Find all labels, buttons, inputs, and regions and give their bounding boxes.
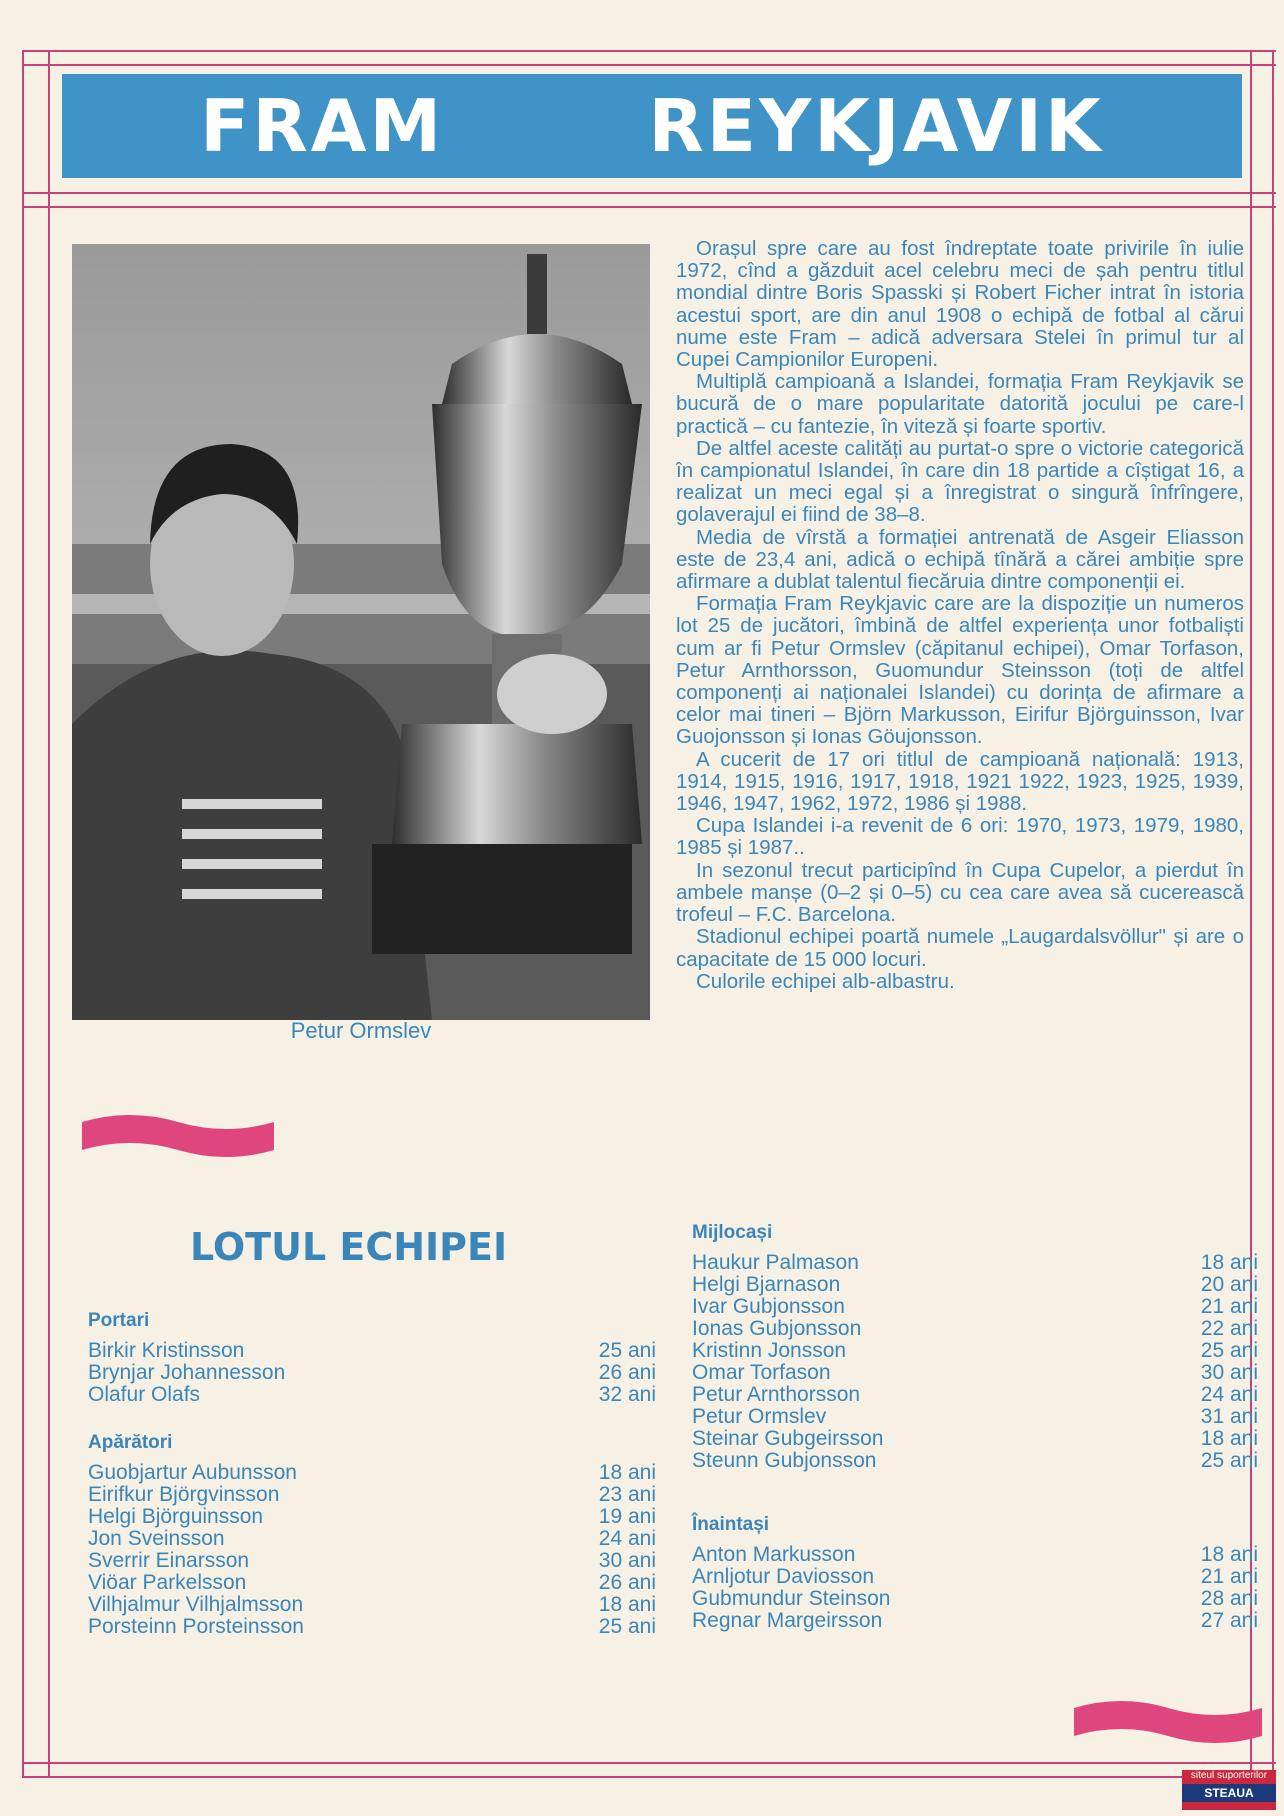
player-age: 26 ani bbox=[598, 1361, 656, 1384]
player-name: Anton Markusson bbox=[692, 1543, 856, 1566]
midfielders-group bbox=[692, 1222, 1258, 1472]
wave-ornament-left bbox=[82, 1114, 274, 1158]
frame-left-outer bbox=[22, 50, 24, 1778]
forwards-group bbox=[692, 1514, 1258, 1632]
frame-top-inner bbox=[22, 64, 1276, 66]
player-row bbox=[88, 1362, 656, 1384]
player-row bbox=[692, 1340, 1258, 1362]
frame-under-banner bbox=[22, 192, 1276, 194]
player-age: 24 ani bbox=[598, 1527, 656, 1550]
article-paragraph: Formația Fram Reykjavic care are la dispoziție un numeros lot 25 de jucători, îmbină de altfel experiența unor fotbaliști cum ar fi Petur Ormslev (căpitanul echipei), Omar Torfason, Petur Arnthorsson, Guomundur Steinsson (toți de altfel componenți ai naționalei Islandei) cu dorința de afirmare a celor mai tineri – Björn Markusson, Eirifur Björguinsson, Ivar Guojonsson și Ionas Göujonsson. bbox=[676, 592, 1244, 749]
player-row bbox=[88, 1616, 656, 1638]
player-name: Ivar Gubjonsson bbox=[692, 1295, 845, 1318]
player-age: 26 ani bbox=[598, 1571, 656, 1594]
player-name: Petur Arnthorsson bbox=[692, 1383, 861, 1406]
photo-caption: Petur Ormslev bbox=[290, 1018, 432, 1043]
player-age: 23 ani bbox=[598, 1483, 656, 1506]
player-row bbox=[88, 1384, 656, 1406]
player-age: 20 ani bbox=[1200, 1273, 1258, 1296]
player-name: Olafur Olafs bbox=[88, 1383, 201, 1406]
player-name: Jon Sveinsson bbox=[88, 1527, 225, 1550]
player-row bbox=[88, 1484, 656, 1506]
frame-left-inner bbox=[48, 50, 50, 1778]
article-paragraph: A cucerit de 17 ori titlul de campioană națională: 1913, 1914, 1915, 1916, 1917, 1918, 1921 1922, 1923, 1925, 1939, 1946, 1947, 1962, 1972, 1986 și 1988. bbox=[676, 747, 1244, 816]
roster-title: LOTUL ECHIPEI bbox=[190, 1225, 508, 1269]
player-age: 18 ani bbox=[1200, 1251, 1258, 1274]
player-name: Eirifkur Björgvinsson bbox=[88, 1483, 280, 1506]
player-row bbox=[692, 1588, 1258, 1610]
article-paragraph: De altfel aceste calități au purtat-o spre o victorie categorică în campionatul Islandei, în care din 18 partide a cîștigat 16, a realizat un meci egal și a înregistrat o singură înfrîngere, golaverajul ei fiind de 38–8. bbox=[676, 436, 1244, 527]
player-name: Brynjar Johannesson bbox=[88, 1361, 286, 1384]
player-name: Viöar Parkelsson bbox=[88, 1571, 247, 1594]
frame-right-outer bbox=[1272, 50, 1274, 1778]
player-age: 21 ani bbox=[1200, 1295, 1258, 1318]
article-body bbox=[676, 238, 1244, 993]
player-row bbox=[88, 1528, 656, 1550]
player-age: 32 ani bbox=[598, 1383, 656, 1406]
player-name: Steinar Gubgeirsson bbox=[692, 1427, 884, 1450]
photo-illustration bbox=[72, 244, 650, 1020]
player-row bbox=[88, 1550, 656, 1572]
frame-top-outer bbox=[22, 50, 1276, 52]
player-age: 24 ani bbox=[1200, 1383, 1258, 1406]
player-name: Petur Ormslev bbox=[692, 1405, 827, 1428]
page-title: FRAM REYKJAVIK bbox=[200, 84, 1104, 168]
player-row bbox=[692, 1566, 1258, 1588]
player-age: 21 ani bbox=[1200, 1565, 1258, 1588]
player-row bbox=[692, 1450, 1258, 1472]
player-row bbox=[692, 1318, 1258, 1340]
player-row bbox=[692, 1296, 1258, 1318]
player-age: 27 ani bbox=[1200, 1609, 1258, 1632]
team-captain-photo bbox=[72, 244, 650, 1020]
wave-ornament-right bbox=[1074, 1700, 1262, 1744]
player-row bbox=[692, 1406, 1258, 1428]
player-age: 25 ani bbox=[598, 1339, 656, 1362]
article-paragraph: In sezonul trecut participînd în Cupa Cupelor, a pierdut în ambele manșe (0–2 și 0–5) cu cea care avea să cucerească trofeul – F.C. Barcelona. bbox=[676, 858, 1244, 927]
player-row bbox=[692, 1274, 1258, 1296]
group-title: Portari bbox=[88, 1310, 150, 1331]
player-name: Helgi Björguinsson bbox=[88, 1505, 264, 1528]
article-paragraph: Stadionul echipei poartă numele „Laugardalsvöllur" și are o capacitate de 15 000 locuri. bbox=[676, 925, 1244, 971]
player-row bbox=[692, 1252, 1258, 1274]
article-paragraph: Multiplă campioană a Islandei, formația Fram Reykjavik se bucură de o mare popularitate datorită jocului pe care-l practică – cu fantezie, în viteză și foarte sportiv. bbox=[676, 370, 1244, 438]
frame-under-banner-2 bbox=[22, 206, 1276, 208]
player-age: 28 ani bbox=[1200, 1587, 1258, 1610]
player-name: Guobjartur Aubunsson bbox=[88, 1461, 297, 1484]
player-name: Vilhjalmur Vilhjalmsson bbox=[88, 1593, 304, 1616]
player-age: 19 ani bbox=[598, 1505, 656, 1528]
article-paragraph: Orașul spre care au fost îndreptate toate privirile în iulie 1972, cînd a găzduit acel celebru meci de șah pentru titlul mondial dintre Boris Spasski și Robert Ficher intrat în istoria acestui sport, are din anul 1908 o echipă de fotbal al cărui nume este Fram – adică adversara Stelei în primul tur al Cupei Campionilor Europeni. bbox=[676, 237, 1244, 372]
player-row bbox=[692, 1544, 1258, 1566]
player-name: Kristinn Jonsson bbox=[692, 1339, 847, 1362]
group-title: Înaintași bbox=[692, 1514, 770, 1535]
player-row bbox=[88, 1506, 656, 1528]
group-title: Mijlocași bbox=[692, 1222, 773, 1243]
player-row bbox=[88, 1572, 656, 1594]
player-name: Helgi Bjarnason bbox=[692, 1273, 841, 1296]
player-name: Regnar Margeirsson bbox=[692, 1609, 883, 1632]
player-age: 25 ani bbox=[598, 1615, 656, 1638]
player-name: Sverrir Einarsson bbox=[88, 1549, 250, 1572]
defenders-group bbox=[88, 1432, 656, 1638]
player-name: Steunn Gubjonsson bbox=[692, 1449, 877, 1472]
watermark-line: siteul suporterilor bbox=[1190, 1770, 1268, 1781]
player-name: Haukur Palmason bbox=[692, 1251, 859, 1274]
player-age: 18 ani bbox=[598, 1593, 656, 1616]
player-age: 18 ani bbox=[1200, 1427, 1258, 1450]
player-name: Ionas Gubjonsson bbox=[692, 1317, 862, 1340]
goalkeepers-group bbox=[88, 1310, 656, 1406]
title-banner bbox=[62, 74, 1242, 178]
player-age: 31 ani bbox=[1200, 1405, 1258, 1428]
player-row bbox=[692, 1362, 1258, 1384]
player-name: Birkir Kristinsson bbox=[88, 1339, 245, 1362]
player-age: 30 ani bbox=[598, 1549, 656, 1572]
player-row bbox=[692, 1384, 1258, 1406]
player-age: 25 ani bbox=[1200, 1449, 1258, 1472]
frame-bottom-outer bbox=[22, 1776, 1276, 1778]
watermark-brand: STEAUA bbox=[1182, 1784, 1276, 1802]
article-paragraph: Culorile echipei alb-albastru. bbox=[696, 969, 955, 993]
player-name: Porsteinn Porsteinsson bbox=[88, 1615, 304, 1638]
site-watermark bbox=[1182, 1770, 1276, 1810]
article-paragraph: Cupa Islandei i-a revenit de 6 ori: 1970, 1973, 1979, 1980, 1985 și 1987.. bbox=[676, 814, 1244, 860]
player-name: Arnljotur Daviosson bbox=[692, 1565, 875, 1588]
player-name: Omar Torfason bbox=[692, 1361, 831, 1384]
player-age: 22 ani bbox=[1200, 1317, 1258, 1340]
player-row bbox=[692, 1610, 1258, 1632]
group-title: Apărători bbox=[88, 1432, 173, 1453]
player-age: 25 ani bbox=[1200, 1339, 1258, 1362]
article-paragraph: Media de vîrstă a formației antrenată de Asgeir Eliasson este de 23,4 ani, adică o echipă tînără a cărei ambiție spre afirmare a dublat talentul fiecăruia dintre componenții ei. bbox=[676, 525, 1244, 594]
player-row bbox=[88, 1594, 656, 1616]
player-age: 18 ani bbox=[598, 1461, 656, 1484]
player-row bbox=[88, 1462, 656, 1484]
frame-bottom-inner bbox=[22, 1762, 1276, 1764]
player-row bbox=[88, 1340, 656, 1362]
player-name: Gubmundur Steinson bbox=[692, 1587, 891, 1610]
player-age: 30 ani bbox=[1200, 1361, 1258, 1384]
player-row bbox=[692, 1428, 1258, 1450]
player-age: 18 ani bbox=[1200, 1543, 1258, 1566]
